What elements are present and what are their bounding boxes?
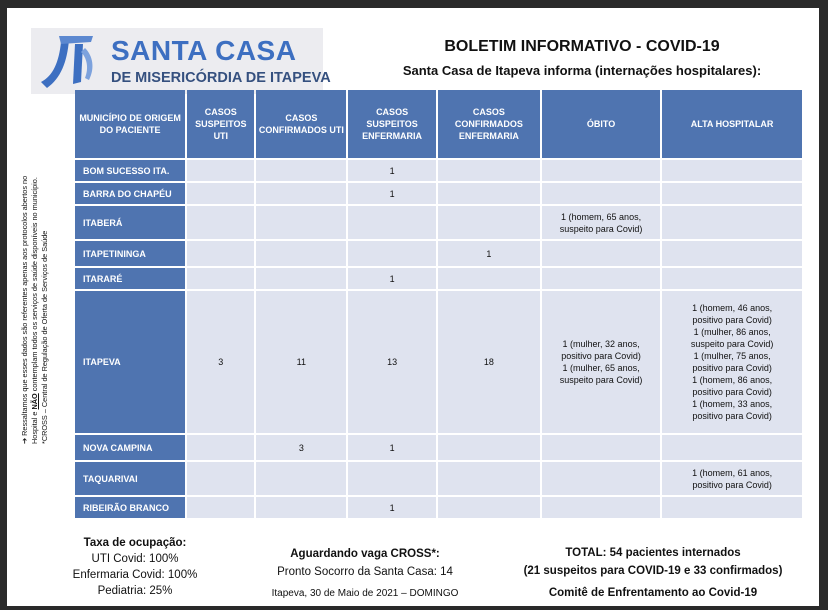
bulletin-title: BOLETIM INFORMATIVO - COVID-19 [444, 38, 720, 55]
table-cell [542, 183, 660, 204]
header-suspeitos-uti: CASOS SUSPEITOS UTI [187, 90, 254, 158]
table-cell [438, 497, 540, 518]
table-cell: 1 [348, 160, 436, 181]
table-cell [187, 497, 254, 518]
table-cell [542, 241, 660, 266]
table-cell [187, 160, 254, 181]
table-cell [662, 241, 802, 266]
table-cell [662, 435, 802, 460]
municipio-cell: BOM SUCESSO ITA. [75, 160, 185, 181]
table-cell: 1 (homem, 61 anos, positivo para Covid) [662, 462, 802, 495]
table-cell [256, 206, 346, 239]
table-cell: 1 [348, 268, 436, 289]
occupancy-block [45, 535, 225, 599]
table-cell [542, 462, 660, 495]
total-detail: (21 suspeitos para COVID-19 e 33 confirmados) [523, 565, 783, 577]
occupancy-enfermaria: Enfermaria Covid: 100% [72, 569, 198, 581]
table-cell [256, 241, 346, 266]
table-cell: 18 [438, 291, 540, 433]
municipio-cell: ITARARÉ [75, 268, 185, 289]
table-cell [187, 268, 254, 289]
committee-name: Comitê de Enfrentamento ao Covid-19 [548, 587, 758, 599]
municipio-cell: RIBEIRÃO BRANCO [75, 497, 185, 518]
table-cell: 1 (mulher, 32 anos, positivo para Covid) 1 (mulher, 65 anos, suspeito para Covid) [542, 291, 660, 433]
waiting-title: Aguardando vaga CROSS*: [290, 548, 440, 560]
table-row [75, 462, 802, 495]
table-cell [542, 268, 660, 289]
total-block [495, 544, 811, 602]
table-cell [438, 206, 540, 239]
table-row [75, 160, 802, 181]
table-cell [438, 160, 540, 181]
table-cell: 11 [256, 291, 346, 433]
table-cell [256, 268, 346, 289]
table-cell: 1 (homem, 46 anos, positivo para Covid) 1 (mulher, 86 anos, suspeito para Covid) 1 (mulher, 75 anos, positivo para Covid) 1 (homem, 86 anos, positivo para Covid) 1 (homem, 33 anos, positivo para Covid) [662, 291, 802, 433]
occupancy-title: Taxa de ocupação: [83, 537, 187, 549]
table-cell [256, 462, 346, 495]
logo-title: SANTA CASA [111, 35, 297, 66]
santa-casa-logo [31, 28, 331, 94]
table-cell [662, 183, 802, 204]
table-cell [187, 183, 254, 204]
occupancy-uti: UTI Covid: 100% [91, 553, 179, 565]
table-cell: 3 [187, 291, 254, 433]
side-note-line-2-pre: Hospital e [30, 409, 39, 444]
table-cell: 1 (homem, 65 anos, suspeito para Covid) [542, 206, 660, 239]
table-cell: 1 [348, 183, 436, 204]
table-row [75, 241, 802, 266]
table-cell [187, 435, 254, 460]
municipio-cell: BARRA DO CHAPÉU [75, 183, 185, 204]
side-note-line-2 [30, 134, 40, 444]
table-cell [542, 160, 660, 181]
municipio-cell: ITAPEVA [75, 291, 185, 433]
table-row [75, 183, 802, 204]
table-cell [348, 241, 436, 266]
table-cell [662, 497, 802, 518]
cases-table [73, 88, 804, 520]
table-cell [662, 160, 802, 181]
header-confirmados-uti: CASOS CONFIRMADOS UTI [256, 90, 346, 158]
header-suspeitos-enfermaria: CASOS SUSPEITOS ENFERMARIA [348, 90, 436, 158]
table-cell [256, 183, 346, 204]
table-cell [187, 462, 254, 495]
table-row [75, 206, 802, 239]
waiting-text: Pronto Socorro da Santa Casa: 14 [277, 566, 453, 578]
bulletin-sheet [7, 8, 819, 606]
table-cell [542, 435, 660, 460]
table-cell: 3 [256, 435, 346, 460]
occupancy-pediatria: Pediatria: 25% [97, 585, 173, 597]
header-obito: ÓBITO [542, 90, 660, 158]
table-cell [438, 268, 540, 289]
table-row [75, 291, 802, 433]
waiting-block [235, 545, 495, 603]
header-confirmados-enfermaria: CASOS CONFIRMADOS ENFERMARIA [438, 90, 540, 158]
table-cell [187, 241, 254, 266]
table-cell [438, 183, 540, 204]
table-cell [438, 435, 540, 460]
municipio-cell: NOVA CAMPINA [75, 435, 185, 460]
table-cell [348, 206, 436, 239]
municipio-cell: TAQUARIVAI [75, 462, 185, 495]
side-note [20, 134, 50, 444]
table-cell: 1 [348, 497, 436, 518]
table-cell: 1 [438, 241, 540, 266]
side-note-not-emphasis: NÃO [30, 393, 39, 410]
table-cell: 1 [348, 435, 436, 460]
header-municipio: MUNICÍPIO DE ORIGEM DO PACIENTE [75, 90, 185, 158]
table-row [75, 268, 802, 289]
header-alta: ALTA HOSPITALAR [662, 90, 802, 158]
table-cell [256, 160, 346, 181]
table-header-row [75, 90, 802, 158]
table-cell: 13 [348, 291, 436, 433]
municipio-cell: ITABERÁ [75, 206, 185, 239]
bulletin-subtitle: Santa Casa de Itapeva informa (internações hospitalares): [402, 63, 762, 78]
table-cell [438, 462, 540, 495]
santa-casa-emblem-icon [35, 32, 101, 90]
side-note-line-3: *CROSS – Central de Regulação de Oferta de Serviços de Saúde [40, 230, 49, 444]
bulletin-date: Itapeva, 30 de Maio de 2021 – DOMINGO [271, 588, 459, 599]
table-cell [662, 268, 802, 289]
table-row [75, 497, 802, 518]
table-row [75, 435, 802, 460]
table-cell [542, 497, 660, 518]
total-line: TOTAL: 54 pacientes internados [565, 547, 741, 559]
table-cell [256, 497, 346, 518]
municipio-cell: ITAPETININGA [75, 241, 185, 266]
logo-subtitle: DE MISERICÓRDIA DE ITAPEVA [111, 70, 331, 86]
table-cell [187, 206, 254, 239]
table-cell [662, 206, 802, 239]
side-note-line-1: ➔ Ressaltamos que esses dados são referentes apenas aos protocolos abertos no [20, 175, 29, 444]
table-cell [348, 462, 436, 495]
side-note-line-2-post: contemplam todos os serviços de saúde disponíveis no município. [30, 177, 39, 394]
